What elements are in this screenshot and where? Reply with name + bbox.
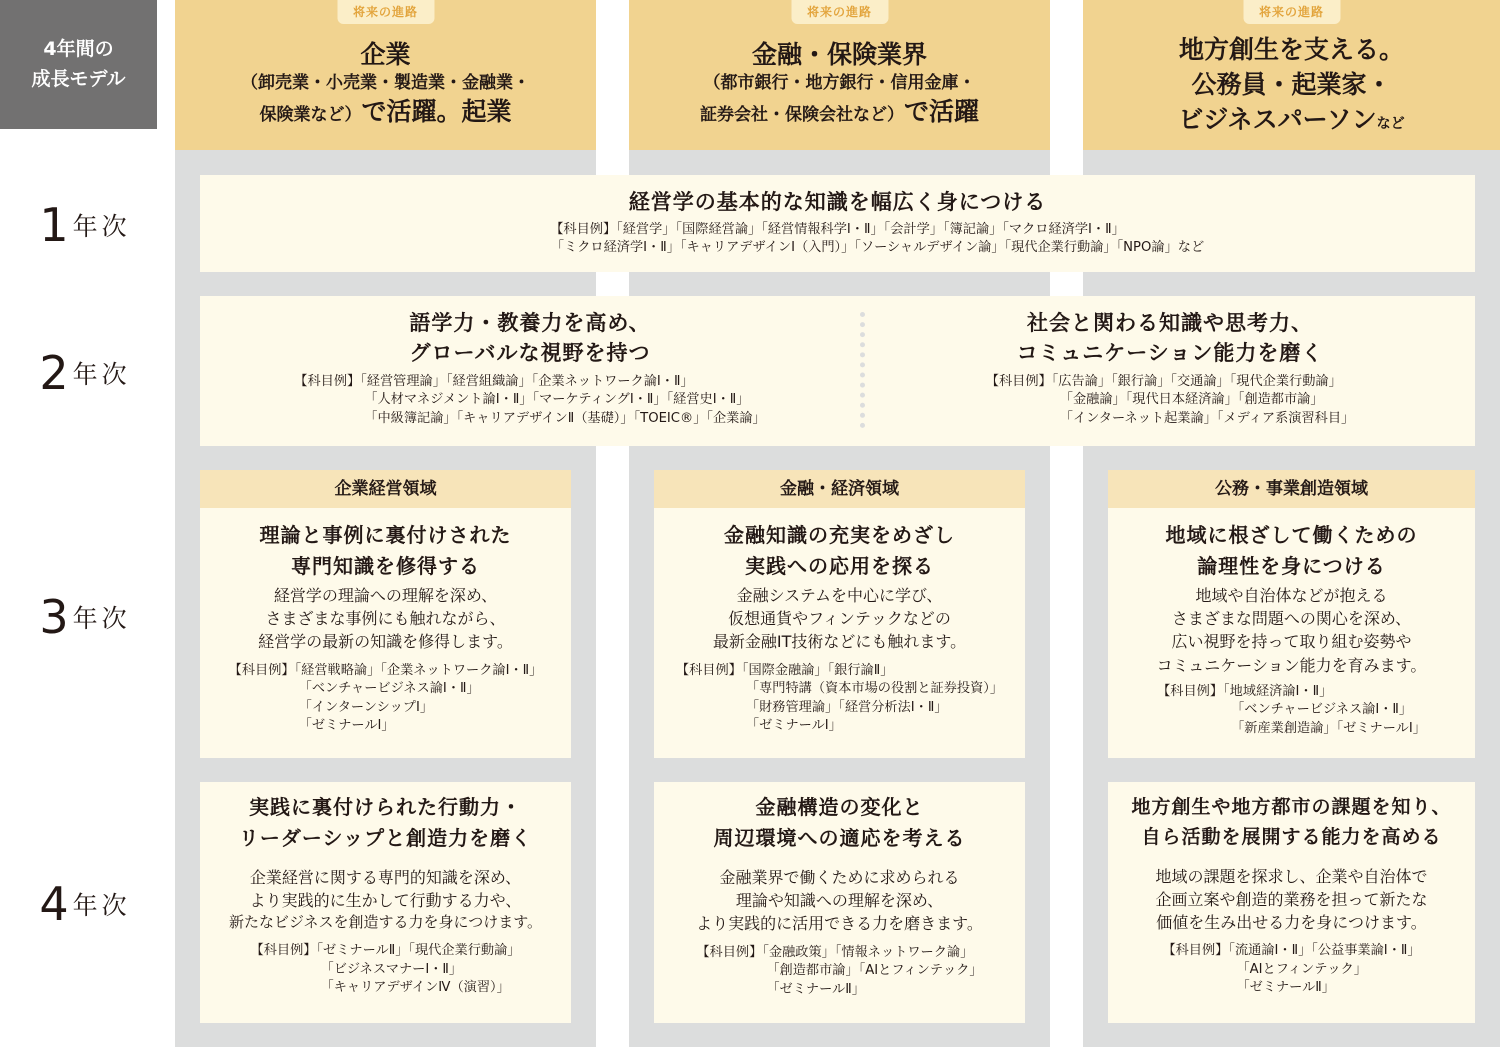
y3-title2: 論理性を身につける <box>1197 554 1386 578</box>
y3-body3: 広い視野を持って取り組む姿勢や <box>1171 632 1412 652</box>
year-label-4 <box>0 877 170 931</box>
year-suffix: 年次 <box>72 360 131 389</box>
year-label-1 <box>0 198 170 252</box>
y4-examples-1: 【科目例】「流通論Ⅰ・Ⅱ」「公益事業論Ⅰ・Ⅱ」 <box>1162 943 1421 959</box>
career-header-3 <box>1083 0 1500 150</box>
year-suffix: 年次 <box>72 891 131 920</box>
career-line3a: ビジネスパーソン <box>1178 105 1377 134</box>
growth-model-label <box>0 0 157 129</box>
year2-left-examples-1: 【科目例】「経営管理論」「経営組織論」「企業ネットワーク論Ⅰ・Ⅱ」 <box>294 373 694 389</box>
y3-body3: 最新金融IT技術などにも触れます。 <box>712 632 967 652</box>
career-line3a: 保険業など） <box>259 104 362 125</box>
y4-title2: 自ら活動を展開する能力を高める <box>1141 826 1442 849</box>
career-title: 企業 <box>360 40 411 69</box>
year3-panel-public <box>1108 508 1475 758</box>
y3-title2: 専門知識を修得する <box>291 554 480 578</box>
career-line1: 地方創生を支える。 <box>1178 35 1404 64</box>
year-suffix: 年次 <box>72 604 131 633</box>
y3-body2: さまざまな問題への関心を深め、 <box>1171 609 1412 629</box>
y4-title2: 周辺環境への適応を考える <box>713 826 966 850</box>
year-suffix: 年次 <box>72 212 131 241</box>
year-number: 4 <box>39 877 69 931</box>
y3-body1: 金融システムを中心に学び、 <box>736 586 943 605</box>
y4-examples-2: 「ビジネスマナーⅠ・Ⅱ」 <box>320 961 463 977</box>
y3-examples-4: 「ゼミナールⅠ」 <box>745 718 842 734</box>
y4-title1: 地方創生や地方都市の課題を知り、 <box>1131 796 1452 818</box>
y4-examples-2: 「AIとフィンテック」 <box>1236 961 1367 977</box>
year2-left-examples-2: 「人材マネジメント論Ⅰ・Ⅱ」「マーケティングⅠ・Ⅱ」「経営史Ⅰ・Ⅱ」 <box>364 392 750 408</box>
y4-body2: 企画立案や創造的業務を担って新たな <box>1155 889 1428 909</box>
y3-body2: 仮想通貨やフィンテックなどの <box>728 609 951 629</box>
corner-line1: 4年間の <box>43 38 114 61</box>
y4-body1: 企業経営に関する専門的知識を深め、 <box>249 868 522 887</box>
year2-left-examples-3: 「中級簿記論」「キャリアデザインⅡ（基礎）」「TOEIC®」「企業論」 <box>364 410 766 426</box>
y4-examples-3: 「ゼミナールⅡ」 <box>1236 980 1335 996</box>
year-label-3 <box>0 590 170 644</box>
year4-panel-finance <box>654 782 1025 1023</box>
y3-body1: 地域や自治体などが抱える <box>1195 586 1388 605</box>
domain-header-corporate: 企業経営領域 <box>200 470 571 508</box>
career-tag: 将来の進路 <box>337 0 434 24</box>
year1-examples-1: 【科目例】「経営学」「国際経営論」「経営情報科学Ⅰ・Ⅱ」「会計学」「簿記論」「マクロ経済学Ⅰ・Ⅱ」 <box>550 221 1125 237</box>
y4-body2: より実践的に生かして行動する力や、 <box>249 891 522 911</box>
y4-examples-1: 【科目例】「金融政策」「情報ネットワーク論」 <box>696 944 974 960</box>
career-header-1 <box>175 0 596 150</box>
year4-panel-corporate <box>200 782 571 1023</box>
y3-title1: 金融知識の充実をめざし <box>724 523 955 547</box>
y4-body3: より実践的に活用できる力を磨きます。 <box>696 914 983 934</box>
career-line3b: で活躍。起業 <box>361 96 512 126</box>
y3-examples-2: 「ベンチャービジネス論Ⅰ・Ⅱ」 <box>1231 702 1413 718</box>
y4-examples-3: 「キャリアデザインⅣ（演習）」 <box>320 980 510 996</box>
corner-line2: 成長モデル <box>31 67 126 90</box>
y4-examples-2: 「創造都市論」「AIとフィンテック」 <box>766 963 983 979</box>
y4-body3: 価値を生み出せる力を身につけます。 <box>1156 913 1427 933</box>
y3-examples-3: 「財務管理論」「経営分析法Ⅰ・Ⅱ」 <box>745 699 948 715</box>
year3-panel-finance <box>654 508 1025 758</box>
year2-right-examples-2: 「金融論」「現代日本経済論」「創造都市論」 <box>1059 392 1324 408</box>
career-title: 金融・保険業界 <box>751 40 927 69</box>
y3-title1: 理論と事例に裏付けされた <box>259 523 512 547</box>
year2-right-title1: 社会と関わる知識や思考力、 <box>1027 311 1313 335</box>
y4-body3: 新たなビジネスを創造する力を身につけます。 <box>228 913 543 932</box>
y3-examples-1: 【科目例】「国際金融論」「銀行論Ⅱ」 <box>675 662 894 678</box>
y3-examples-3: 「インターンシップⅠ」 <box>298 699 434 715</box>
y3-examples-2: 「専門特講（資本市場の役割と証券投資）」 <box>745 681 1004 697</box>
y4-title1: 実践に裏付けられた行動力・ <box>249 795 522 819</box>
y3-title2: 実践への応用を探る <box>745 554 934 578</box>
year3-panel-corporate <box>200 508 571 758</box>
y3-body1: 経営学の理論への理解を深め、 <box>273 586 498 605</box>
y3-examples-1: 【科目例】「地域経済論Ⅰ・Ⅱ」 <box>1157 683 1333 699</box>
career-tag: 将来の進路 <box>1243 0 1340 24</box>
career-line3b: など <box>1376 116 1405 132</box>
year-number: 1 <box>39 198 69 252</box>
year4-panel-public <box>1108 782 1475 1023</box>
y4-examples-3: 「ゼミナールⅡ」 <box>766 981 865 997</box>
year2-left-title1: 語学力・教養力を高め、 <box>409 311 651 335</box>
y3-examples-2: 「ベンチャービジネス論Ⅰ・Ⅱ」 <box>298 681 480 697</box>
y3-examples-1: 【科目例】「経営戦略論」「企業ネットワーク論Ⅰ・Ⅱ」 <box>228 662 543 678</box>
career-line2: （都市銀行・地方銀行・信用金庫・ <box>703 72 976 93</box>
year1-panel <box>200 175 1475 272</box>
domain-header-public: 公務・事業創造領域 <box>1108 470 1475 508</box>
year2-right <box>870 308 1470 428</box>
domain-header-finance: 金融・経済領域 <box>654 470 1025 508</box>
career-line2: 公務員・起業家・ <box>1191 70 1392 99</box>
career-tag: 将来の進路 <box>791 0 888 24</box>
y4-body1: 地域の課題を探求し、企業や自治体で <box>1155 866 1428 886</box>
year2-right-title2: コミュニケーション能力を磨く <box>1016 341 1324 366</box>
y3-title1: 地域に根ざして働くための <box>1165 523 1418 547</box>
career-line2: （卸売業・小売業・製造業・金融業・ <box>241 72 530 93</box>
year2-right-examples-3: 「インターネット起業論」「メディア系演習科目」 <box>1059 410 1355 426</box>
y4-title1: 金融構造の変化と <box>755 795 924 819</box>
y4-title2: リーダーシップと創造力を磨く <box>238 826 533 850</box>
y4-examples-1: 【科目例】「ゼミナールⅡ」「現代企業行動論」 <box>250 943 521 959</box>
y3-body2: さまざまな事例にも触れながら、 <box>265 609 506 629</box>
y3-examples-3: 「新産業創造論」「ゼミナールⅠ」 <box>1231 720 1426 736</box>
year-number: 2 <box>39 346 69 400</box>
year2-left-title2: グローバルな視野を持つ <box>409 341 651 366</box>
year-label-2 <box>0 346 170 400</box>
career-line3a: 証券会社・保険会社など） <box>699 104 904 125</box>
year1-examples-2: 「ミクロ経済学Ⅰ・Ⅱ」「キャリアデザインⅠ（入門）」「ソーシャルデザイン論」「現代企業行動論」「NPO論」など <box>550 239 1205 255</box>
y3-body4: コミュニケーション能力を育みます。 <box>1156 655 1427 675</box>
year-number: 3 <box>39 590 69 644</box>
y3-body3: 経営学の最新の知識を修得します。 <box>258 632 513 652</box>
year2-left <box>200 308 860 428</box>
career-header-2 <box>629 0 1050 150</box>
y4-body1: 金融業界で働くために求められる <box>719 868 960 887</box>
year1-title: 経営学の基本的な知識を幅広く身につける <box>628 190 1047 214</box>
career-line3b: で活躍 <box>903 96 979 126</box>
year2-divider <box>860 312 865 428</box>
y4-body2: 理論や知識への理解を深め、 <box>735 891 944 911</box>
year2-right-examples-1: 【科目例】「広告論」「銀行論」「交通論」「現代企業行動論」 <box>985 373 1342 389</box>
y3-examples-4: 「ゼミナールⅠ」 <box>298 718 395 734</box>
